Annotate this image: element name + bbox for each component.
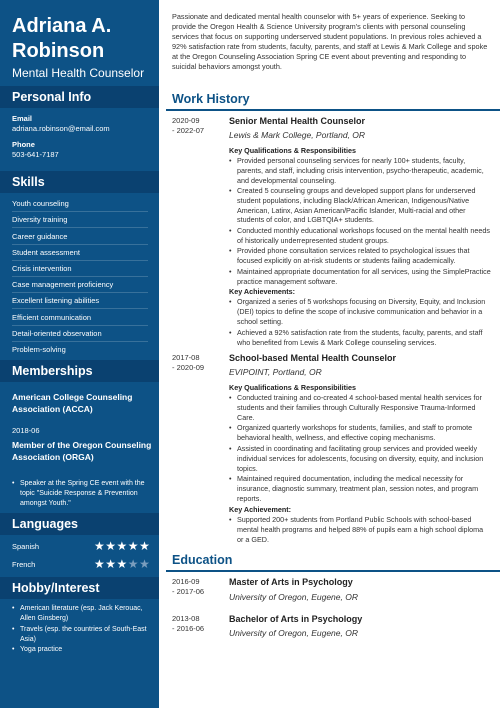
work-history-heading: Work History (172, 92, 250, 106)
star-filled-icon: ★ (105, 539, 117, 553)
qualification-bullet: • Conducted monthly educational workshops focused on the mental health needs of historically underrepresented student groups. (229, 226, 491, 246)
job-title: Senior Mental Health Counselor (229, 116, 366, 126)
qualifications-heading: Key Qualifications & Responsibilities (229, 383, 357, 392)
star-filled-icon: ★ (127, 539, 140, 553)
email-label: Email (12, 114, 33, 123)
section-divider (166, 570, 500, 572)
qualification-bullet: • Organized quarterly workshops for students, families, and staff to promote behavioral health, wellness, and effective coping mechanisms. (229, 423, 491, 443)
star-filled-icon: ★ (105, 557, 117, 571)
school-name: University of Oregon, Eugene, OR (229, 592, 358, 602)
job-title: School-based Mental Health Counselor (229, 353, 397, 363)
achievements-heading: Key Achievements: (229, 287, 296, 296)
job-date-start: 2020-09 (172, 116, 200, 125)
language-rating-stars (94, 540, 150, 552)
star-filled-icon: ★ (94, 557, 106, 571)
candidate-title: Mental Health Counselor (12, 66, 145, 80)
edu-date-start: 2016-09 (172, 577, 200, 586)
skills-heading: Skills (0, 171, 159, 193)
candidate-name: Adriana A. Robinson (12, 15, 112, 62)
education-heading: Education (172, 553, 233, 567)
qualification-bullet: • Created 5 counseling groups and developed support plans for underserved student populations, including Black/African American, Indigenous/Native American, Latinx, Asian American/Pacific Islander, Multi-racial and other students of color, and LGBTQIA+ students. (229, 186, 491, 225)
skill-divider (12, 325, 148, 326)
skill-divider (12, 244, 148, 245)
membership-bullet: • Speaker at the Spring CE event with the topic "Suicide Response & Prevention amongst Youth." (12, 479, 152, 509)
hobbies-heading: Hobby/Interest (0, 577, 159, 599)
degree-title: Bachelor of Arts in Psychology (229, 614, 363, 624)
qualifications-heading: Key Qualifications & Responsibilities (229, 146, 357, 155)
skill-item: Student assessment (12, 248, 80, 257)
degree-title: Master of Arts in Psychology (229, 577, 353, 587)
skill-item: Youth counseling (12, 199, 69, 208)
personal-info-heading: Personal Info (0, 86, 159, 108)
section-divider (166, 109, 500, 111)
hobby-item: • Travels (esp. the countries of South-East Asia) (12, 625, 152, 645)
language-rating-stars (94, 558, 150, 570)
job-date-start: 2017-08 (172, 353, 200, 362)
phone-value[interactable]: 503-641-7187 (12, 150, 59, 159)
skill-item: Diversity training (12, 215, 68, 224)
job-date-end: - 2020-09 (172, 363, 205, 372)
skill-item: Excellent listening abilities (12, 296, 100, 305)
skill-item: Crisis intervention (12, 264, 72, 273)
profile-summary: Passionate and dedicated mental health counselor with 5+ years of experience. Seeking to provide the Oregon Health & Science University program's clients with personal counseling services that focus on supporting underserved student populations. In previous roles achieved a 92% satisfaction rate from students, faculty, parents, and staff at Lewis & Mark College and spoke at the Oregon Counseling Association Spring CE event about preventing and responding to suicidal behaviors amongst youth. (172, 12, 488, 71)
language-name: French (12, 560, 36, 569)
memberships-heading: Memberships (0, 360, 159, 382)
skill-divider (12, 341, 148, 342)
skill-item: Efficient communication (12, 313, 92, 322)
skill-item: Career guidance (12, 232, 68, 241)
skill-divider (12, 276, 148, 277)
qualification-bullet: • Provided phone consultation services related to psychological issues that focused explicitly on at-risk students or students failing academically. (229, 246, 491, 266)
qualification-bullet: • Maintained required documentation, including the medical necessity for insurance, diagnostic summary, treatment plan, session notes, and program reports. (229, 474, 491, 503)
qualification-bullet: • Conducted training and co-created 4 school-based mental health services for students and their families through Culturally Responsive Trauma-Informed Care. (229, 393, 491, 422)
sidebar (0, 0, 159, 708)
star-filled-icon: ★ (139, 539, 151, 553)
star-filled-icon: ★ (116, 539, 128, 553)
skill-item: Problem-solving (12, 345, 66, 354)
membership-title: Member of the Oregon Counseling Association (ORGA) (12, 440, 152, 462)
edu-date-end: - 2016-06 (172, 624, 205, 633)
skill-item: Case management proficiency (12, 280, 114, 289)
achievements-heading: Key Achievement: (229, 505, 292, 514)
skill-divider (12, 308, 148, 309)
edu-date-end: - 2017-06 (172, 587, 205, 596)
skill-divider (12, 292, 148, 293)
skill-divider (12, 227, 148, 228)
star-empty-icon: ★ (127, 557, 140, 571)
star-empty-icon: ★ (139, 557, 151, 571)
edu-date-start: 2013-08 (172, 614, 200, 623)
qualification-bullet: • Assisted in coordinating and facilitating group services and provided weekly individual services for adolescents, focusing on diversity, equity, and inclusion topics. (229, 444, 491, 473)
skill-item: Detail-oriented observation (12, 329, 102, 338)
language-name: Spanish (12, 542, 40, 551)
languages-heading: Languages (0, 513, 159, 535)
membership-title: American College Counseling Association (ACCA) (12, 392, 133, 414)
school-name: University of Oregon, Eugene, OR (229, 628, 358, 638)
hobby-item: • American literature (esp. Jack Kerouac, Allen Ginsberg) (12, 604, 152, 624)
job-date-end: - 2022-07 (172, 126, 205, 135)
achievement-bullet: • Supported 200+ students from Portland Public Schools with school-based mental health programs and helped 88% of pupils earn a high school diploma or a GED. (229, 515, 491, 544)
achievement-bullet: • Organized a series of 5 workshops focusing on Diversity, Equity, and Inclusion (DEI) topics to define the scope of inclusive communication and behavior in a school setting. (229, 297, 491, 326)
email-value[interactable]: adriana.robinson@email.com (12, 124, 110, 133)
membership-date: 2018-06 (12, 426, 40, 435)
skill-divider (12, 260, 148, 261)
phone-label: Phone (12, 140, 35, 149)
job-company: EVIPOINT, Portland, OR (229, 367, 322, 377)
star-filled-icon: ★ (94, 539, 106, 553)
skill-divider (12, 211, 148, 212)
hobby-item: • Yoga practice (12, 645, 152, 655)
qualification-bullet: • Maintained appropriate documentation for all services, using the SimplePractice practice management software. (229, 267, 491, 287)
qualification-bullet: • Provided personal counseling services for nearly 100+ students, faculty, parents, and staff, including crisis intervention, psycho-therapeutic, academic, and developmental counseling. (229, 156, 491, 185)
star-filled-icon: ★ (116, 557, 128, 571)
job-company: Lewis & Mark College, Portland, OR (229, 130, 366, 140)
achievement-bullet: • Achieved a 92% satisfaction rate from the students, faculty, parents, and staff who benefited from Lewis & Mark College counseling services. (229, 328, 491, 348)
